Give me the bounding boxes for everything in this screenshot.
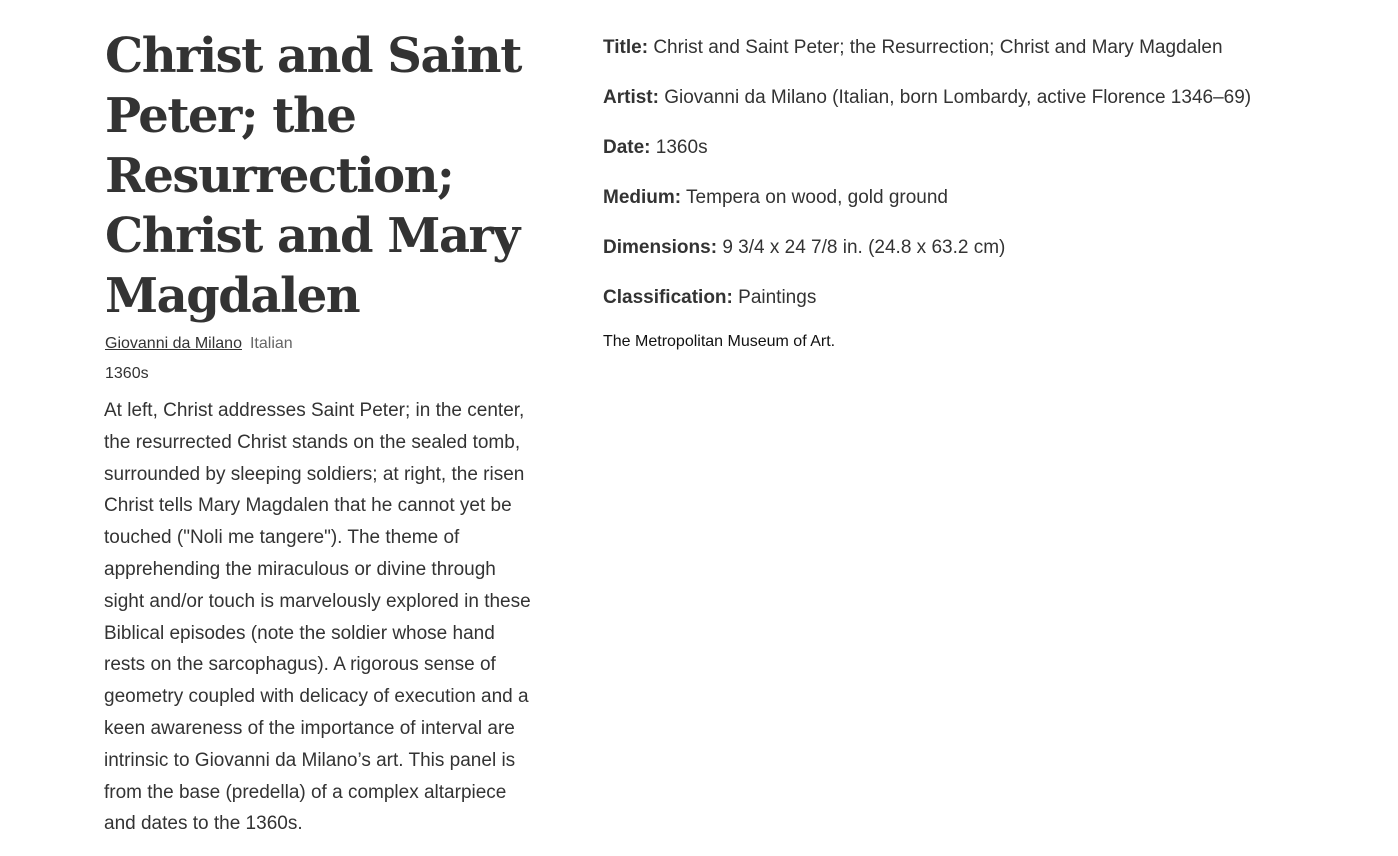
artist-line bbox=[105, 334, 545, 354]
metadata-dimensions-value: 9 3/4 x 24 7/8 in. (24.8 x 63.2 cm) bbox=[722, 237, 1006, 258]
metadata-classification-row bbox=[603, 284, 1363, 312]
metadata-artist-label: Artist: bbox=[603, 87, 659, 108]
metadata-medium-row bbox=[603, 184, 1363, 212]
artwork-date: 1360s bbox=[105, 365, 149, 382]
metadata-date-row bbox=[603, 134, 1363, 162]
metadata-medium-value: Tempera on wood, gold ground bbox=[686, 187, 949, 208]
metadata-dimensions-label: Dimensions: bbox=[603, 237, 718, 258]
metadata-classification-label: Classification: bbox=[603, 287, 733, 308]
artist-link[interactable]: Giovanni da Milano bbox=[105, 335, 242, 352]
metadata-title-label: Title: bbox=[603, 37, 649, 58]
artwork-metadata bbox=[603, 34, 1363, 352]
metadata-dimensions-row bbox=[603, 234, 1363, 262]
metadata-medium-label: Medium: bbox=[603, 187, 682, 208]
metadata-title-value: Christ and Saint Peter; the Resurrection; Christ and Mary Magdalen bbox=[653, 37, 1223, 58]
metadata-title-row bbox=[603, 34, 1363, 62]
museum-credit: The Metropolitan Museum of Art. bbox=[603, 333, 836, 350]
metadata-artist-value: Giovanni da Milano (Italian, born Lombardy, active Florence 1346–69) bbox=[664, 87, 1252, 108]
artwork-title: Christ and Saint Peter; the Resurrection; Christ and Mary Magdalen bbox=[105, 28, 521, 324]
metadata-date-label: Date: bbox=[603, 137, 651, 158]
metadata-classification-value: Paintings bbox=[738, 287, 817, 308]
metadata-artist-row bbox=[603, 84, 1363, 112]
metadata-date-value: 1360s bbox=[655, 137, 708, 158]
artwork-description: At left, Christ addresses Saint Peter; in the center, the resurrected Christ stands on the sealed tomb, surrounded by sleeping soldiers; at right, the risen Christ tells Mary Magdalen that he cannot yet be touched ("Noli me tangere"). The theme of apprehending the miraculous or divine through sight and/or touch is marvelously explored in these Biblical episodes (note the soldier whose hand rests on the sarcophagus). A rigorous sense of geometry coupled with delicacy of execution and a keen awareness of the importance of interval are intrinsic to Giovanni da Milano’s art. This panel is from the base (predella) of a complex altarpiece and dates to the 1360s. bbox=[104, 400, 531, 835]
artwork-summary bbox=[105, 26, 545, 840]
artist-nationality: Italian bbox=[249, 335, 293, 352]
